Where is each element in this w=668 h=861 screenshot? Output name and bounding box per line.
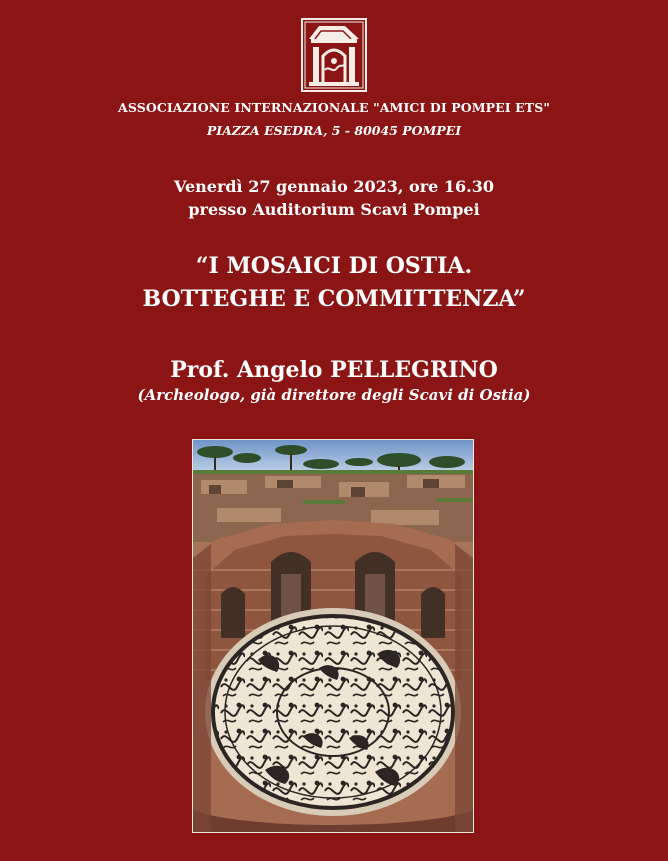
speaker-name: Prof. Angelo PELLEGRINO [170, 357, 498, 383]
event-date-time: Venerdì 27 gennaio 2023, ore 16.30 [174, 177, 494, 196]
organization-name: ASSOCIAZIONE INTERNAZIONALE "AMICI DI POMPEI ETS" [118, 100, 550, 115]
organization-address: PIAZZA ESEDRA, 5 - 80045 POMPEI [206, 123, 462, 138]
ostia-baths-mosaic-illustration [193, 440, 473, 832]
lecture-title-line-2: BOTTEGHE E COMMITTENZA” [142, 286, 526, 312]
pompeii-ruins-emblem-icon [301, 18, 367, 92]
speaker-role: (Archeologo, già direttore degli Scavi di Ostia) [137, 386, 531, 404]
lecture-title-line-1: “I MOSAICI DI OSTIA. [195, 253, 473, 279]
event-venue: presso Auditorium Scavi Pompei [188, 200, 480, 219]
ostia-mosaic-photo [192, 439, 474, 833]
association-logo [301, 18, 367, 92]
